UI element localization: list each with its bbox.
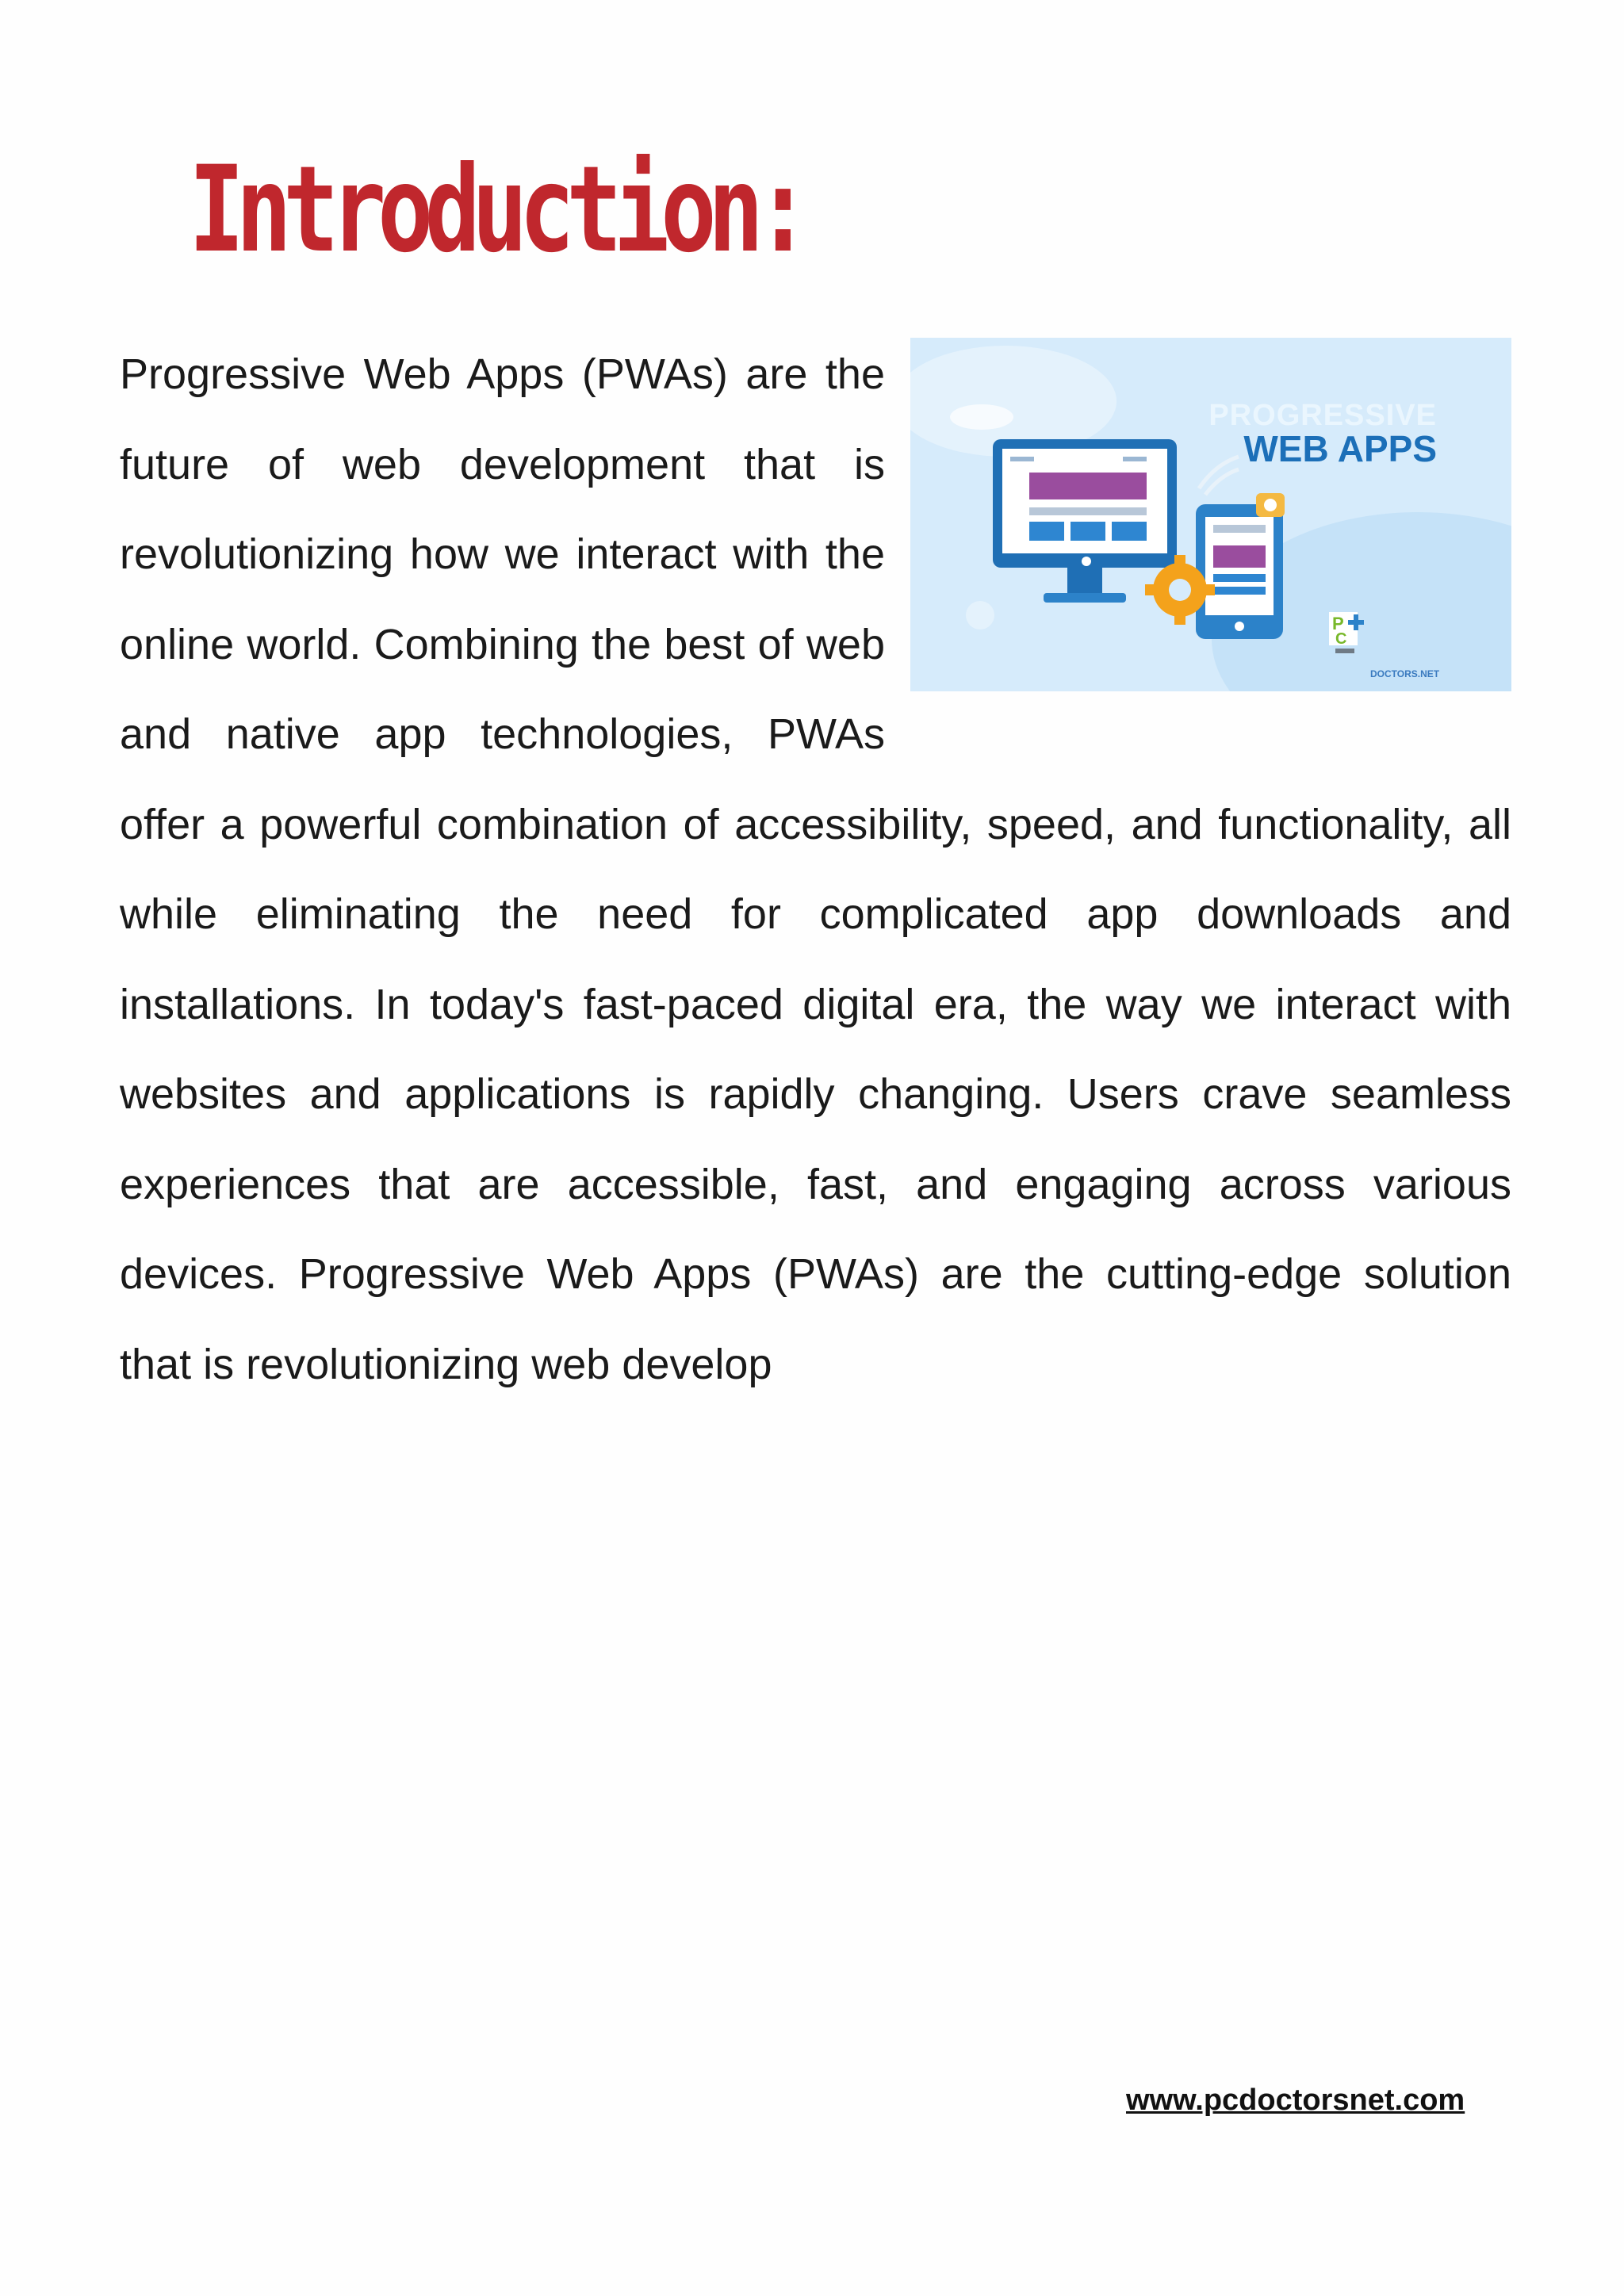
body-text — [120, 330, 1511, 1410]
notification-icon — [1256, 493, 1285, 517]
figure-logo-text: DOCTORS.NET — [1370, 668, 1440, 679]
pwa-illustration — [910, 338, 1511, 691]
figure-caption-main: WEB APPS — [1243, 428, 1437, 469]
intro-paragraph: Progressive Web Apps (PWAs) are the future of web development that is revolutionizing how we interact with the online world. Combining the best of web and native app technologies, PWAs offer a powerful combination of accessibility, speed, and functionality, all while eliminating the need for complicated app downloads and installations. In today's fast-paced digital era, the way we interact with websites and applications is rapidly changing. Users crave seamless experiences that are accessible, fast, and engaging across various devices. Progressive Web Apps (PWAs) are the cutting-edge solution that is revolutionizing web develop — [120, 350, 1511, 1388]
page-title: Introduction: — [189, 141, 802, 279]
smartphone-icon — [1196, 504, 1283, 639]
svg-text:C: C — [1335, 630, 1347, 648]
svg-text:P: P — [1332, 614, 1344, 633]
figure-caption-top: PROGRESSIVE — [1208, 399, 1437, 432]
website-link[interactable]: www.pcdoctorsnet.com — [1126, 2084, 1465, 2117]
